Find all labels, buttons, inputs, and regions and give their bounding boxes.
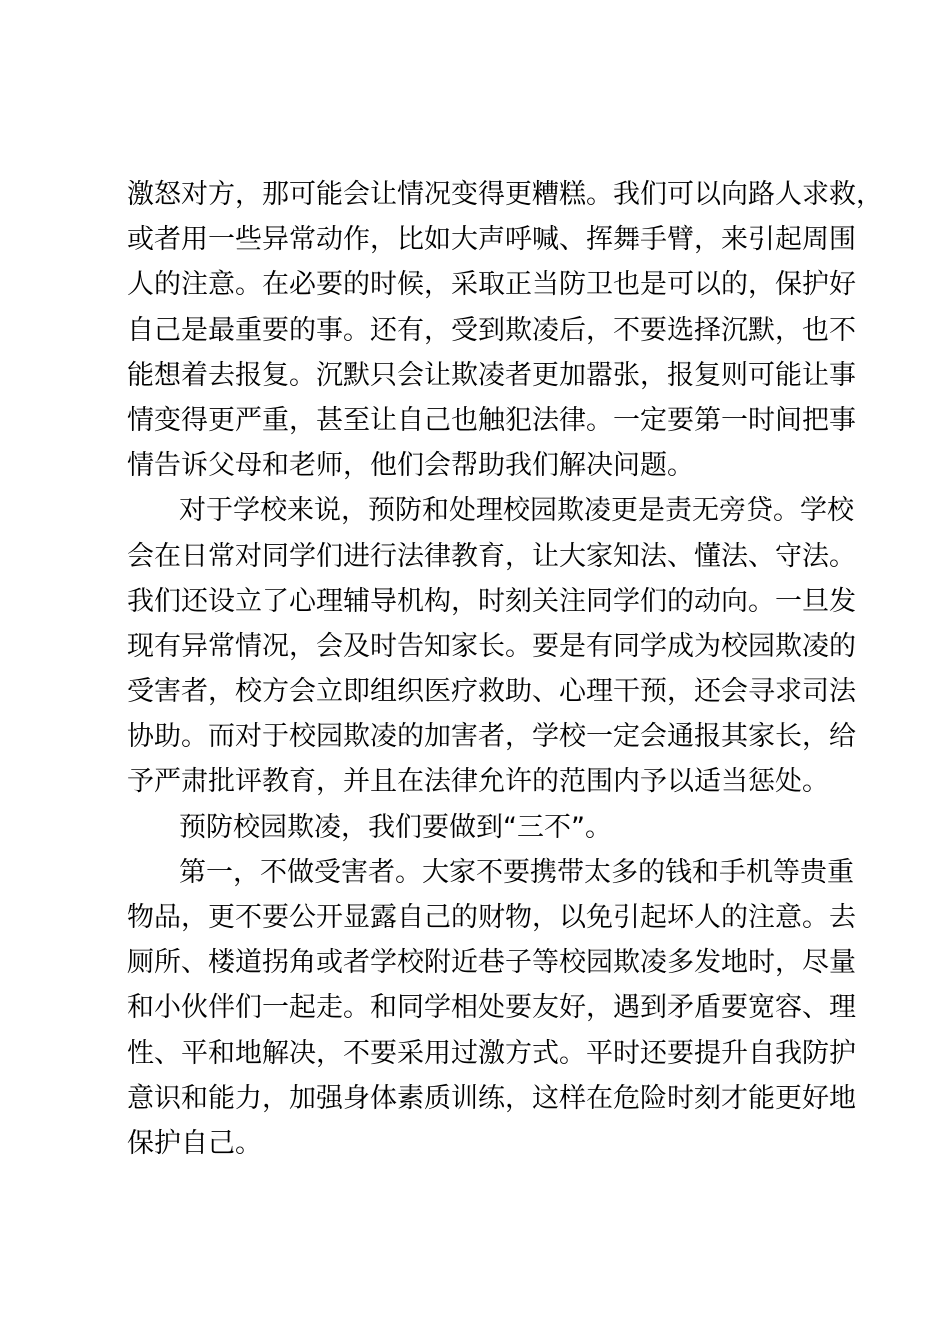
text-line: 第一，不做受害者。大家不要携带太多的钱和手机等贵重 <box>179 856 854 888</box>
text-line: 情告诉父母和老师，他们会帮助我们解决问题。 <box>127 450 694 482</box>
text-line: 对于学校来说，预防和处理校园欺凌更是责无旁贷。学校 <box>179 495 854 527</box>
text-line: 受害者，校方会立即组织医疗救助、心理干预，还会寻求司法 <box>127 676 856 708</box>
text-line: 自己是最重要的事。还有，受到欺凌后，不要选择沉默，也不 <box>127 314 856 346</box>
paragraph <box>127 172 883 488</box>
paragraph <box>127 850 857 1166</box>
text-line: 情变得更严重，甚至让自己也触犯法律。一定要第一时间把事 <box>127 404 856 436</box>
text-line: 物品，更不要公开显露自己的财物，以免引起坏人的注意。去 <box>127 902 856 933</box>
text-line: 协助。而对于校园欺凌的加害者，学校一定会通报其家长，给 <box>127 721 856 753</box>
text-line: 激怒对方，那可能会让情况变得更糟糕。我们可以向路人求救， <box>127 179 883 210</box>
text-line: 和小伙伴们一起走。和同学相处要友好，遇到矛盾要宽容、理 <box>127 992 856 1024</box>
text-line: 会在日常对同学们进行法律教育，让大家知法、懂法、守法。 <box>127 540 856 572</box>
document-body <box>127 172 883 1166</box>
text-line: 意识和能力，加强身体素质训练，这样在危险时刻才能更好地 <box>127 1082 856 1114</box>
text-line: 保护自己。 <box>127 1127 262 1159</box>
paragraph <box>127 805 857 850</box>
paragraph <box>127 488 857 804</box>
text-line: 予严肃批评教育，并且在法律允许的范围内予以适当惩处。 <box>127 766 829 798</box>
text-line: 我们还设立了心理辅导机构，时刻关注同学们的动向。一旦发 <box>127 585 856 617</box>
text-line: 性、平和地解决，不要采用过激方式。平时还要提升自我防护 <box>127 1037 856 1069</box>
text-line: 现有异常情况，会及时告知家长。要是有同学成为校园欺凌的 <box>127 630 856 662</box>
text-line: 能想着去报复。沉默只会让欺凌者更加嚣张，报复则可能让事 <box>127 359 856 391</box>
text-line: 厕所、楼道拐角或者学校附近巷子等校园欺凌多发地时，尽量 <box>127 947 856 979</box>
text-line: 人的注意。在必要的时候，采取正当防卫也是可以的，保护好 <box>127 269 856 301</box>
text-line: 或者用一些异常动作，比如大声呼喊、挥舞手臂，来引起周围 <box>127 224 856 256</box>
text-line: 预防校园欺凌，我们要做到“三不”。 <box>179 811 612 843</box>
